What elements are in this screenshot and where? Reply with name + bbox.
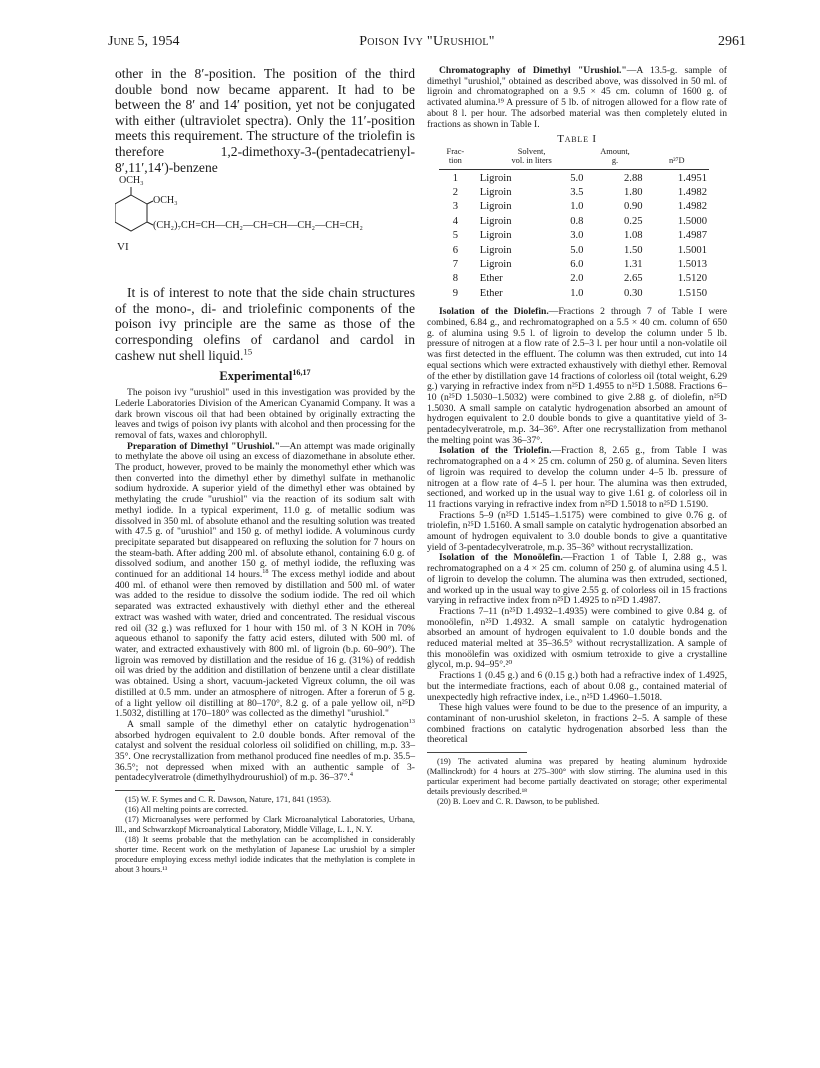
solvent-cell: Ligroin (479, 215, 512, 227)
table-row (439, 229, 709, 243)
table-header-row (439, 147, 709, 169)
monoolefin-paragraph-2: Fractions 7–11 (n²⁵D 1.4932–1.4935) were combined to give 0.84 g. of monoölefin, n²⁵D 1.4932. A small sample on catalytic hydrogenation absorbed an amount of hydrogen equivalent to 1.0 double bonds and the reduced material melted at 35–36.5° without recrystallization. A sample of this monoölefin was oxidized with osmium tetroxide to give a crystalline glycol, m.p. 94–95°.²⁰ (427, 605, 727, 671)
header-amount: Amount, g. (600, 147, 630, 166)
diolefin-title: Isolation of the Diolefin. (439, 306, 549, 318)
solvent-cell: Ether (479, 273, 503, 285)
fraction-cell: 3 (452, 201, 459, 213)
fraction-cell: 7 (452, 259, 459, 271)
footnote-15: (15) W. F. Symes and C. R. Dawson, Nature, 171, 841 (1953). (125, 795, 332, 805)
triolefin-paragraph: Isolation of the Triolefin.—Fraction 8, 2.65 g., from Table I was rechromatographed on a 4 × 25 cm. column of 250 g. of alumina. Seven liters of ligroin was required to develop the column under 4–5 lb. pressure of nitrogen at a flow rate of 4–5 l. per hour. The alumina was then extruded, sectioned, and worked up in the usual way to give 1.61 g. of colorless oil in 11 fractions varying in refractive index from n²⁵D 1.5018 to n²⁵D 1.5190. (427, 445, 727, 510)
monoolefin-paragraph-3: Fractions 1 (0.45 g.) and 6 (0.15 g.) both had a refractive index of 1.4925, but the intermediate fractions, each of about 0.08 g., contained material of unexpectedly high refractive index, i.e., n²⁵D 1.4960–1.5018. (427, 670, 727, 703)
refractive-index-cell: 1.5150 (677, 287, 707, 299)
table-row (439, 258, 709, 272)
volume-cell: 0.8 (570, 215, 584, 227)
right-footnotes (427, 757, 727, 807)
cardanol-paragraph: It is of interest to note that the side chain structures of the mono-, di- and triolefinic components of the poison ivy principle are the same as those of the corresponding olefins of cardanol and cardol in cashew nut shell liquid.$^{15}$ (115, 285, 415, 363)
refractive-index-cell: 1.4951 (645, 169, 709, 186)
page-header (108, 34, 746, 54)
amount-cell: 0.25 (624, 215, 643, 227)
footnote-19: (19) The activated alumina was prepared by heating aluminum hydroxide (Mallinckrodt) for 4 hours at 275–300° with slow stirring. The alumina used in this particular experiment had become partially deactivated on storage; other experimental details previously described.¹⁸ (427, 757, 727, 797)
fraction-cell: 1 (439, 169, 472, 186)
refractive-index-cell: 1.5013 (677, 259, 707, 271)
hydrogenation-paragraph: A small sample of the dimethyl ether on catalytic hydrogenation$^{13}$ absorbed hydrogen equivalent to 2.0 double bonds. After removal of the catalyst and solvent the residual colorless oil solidified on chilling, m.p. 33–35°. One recrystallization from methanol produced fine needles of m.p. 35.5–36.5°; not depressed when mixed with an authentic sample of 3-pentadecylveratrole (dimethylhydrourushiol) of m.p. 36–37°.$^4$ (115, 717, 415, 784)
volume-cell: 2.0 (570, 273, 584, 285)
monoolefin-paragraph: Isolation of the Monoölefin.—Fraction 1 of Table I, 2.88 g., was rechromatographed on a 4 × 25 cm. column of 250 g. of alumina using 4.5 l. of ligroin to develop the column. The alumina was then extruded, sectioned, and worked up in the usual way to give 2.55 g. of colorless oil in 15 fractions varying in refractive index from n²⁵D 1.4925 to n²⁵D 1.4987. (427, 552, 727, 607)
fraction-cell: 9 (452, 287, 459, 299)
methoxy-mid: OCH₃ (153, 195, 178, 207)
solvent-cell: Ligroin (479, 259, 512, 271)
amount-cell: 1.08 (624, 230, 643, 242)
footnote-17: (17) Microanalyses were performed by Clark Microanalytical Laboratories, Urbana, Ill., and Schwarzkopf Microanalytical Laboratory, Middle Village, L. I., N. Y. (115, 815, 415, 835)
diolefin-paragraph: Isolation of the Diolefin.—Fractions 2 through 7 of Table I were combined, 6.84 g., and rechromatographed on a 5.5 × 40 cm. column of 650 g. of alumina using 9.5 l. of ligroin to develop the column under 5 lb. pressure of nitrogen at a flow rate of 2.5–3 l. per hour until a non-volatile oil was first detected in the effluent. The column was then extruded, cut into 14 equal sections which were extracted exhaustively with diethyl ether. Removal of the ether by distillation gave 14 fractions of colorless oil (total weight, 6.29 g.) varying in refractive index from n²⁵D 1.4955 to n²⁵D 1.5088. Fractions 6–10 (n²⁵D 1.5030–1.5032) were combined to give 2.88 g. of diolefin, n²⁵D 1.5030. A small sample on catalytic hydrogenation absorbed an amount of hydrogen equivalent to 2.0 double bonds to give a quantitative yield of 3-pentadecylveratrole, m.p. 34–36°. After one recrystallization from methanol the melting point was 36–37°. (427, 306, 727, 446)
table-row (439, 169, 709, 186)
volume-cell: 5.0 (553, 169, 585, 186)
header-solvent: Solvent, vol. in liters (511, 147, 552, 166)
fraction-cell: 8 (452, 273, 459, 285)
amount-cell: 1.50 (624, 244, 643, 256)
right-column (427, 66, 727, 807)
header-fraction: Frac- tion (446, 147, 465, 166)
refractive-index-cell: 1.5000 (677, 215, 707, 227)
left-column (115, 66, 415, 875)
fraction-cell: 2 (452, 187, 459, 199)
amount-cell: 2.65 (624, 273, 643, 285)
triolefin-title: Isolation of the Triolefin. (439, 445, 552, 457)
volume-cell: 3.0 (570, 230, 584, 242)
table-body (439, 169, 709, 301)
header-date: June 5, 1954 (108, 34, 180, 49)
experimental-heading: Experimental$^{16,17}$ (219, 367, 311, 384)
solvent-cell: Ligroin (479, 187, 512, 199)
methoxy-top: OCH₃ (119, 175, 144, 187)
footnote-16: (16) All melting points are corrected. (125, 805, 249, 815)
page-number: 2961 (718, 34, 746, 49)
header-refractive-index: n²⁷D (668, 156, 685, 166)
footnote-rule-right (427, 752, 527, 753)
fraction-cell: 4 (452, 215, 459, 227)
solvent-cell: Ether (479, 287, 503, 299)
preparation-paragraph: Preparation of Dimethyl "Urushiol."—An attempt was made originally to methylate the above oil using an excess of diazomethane in absolute ether. The product, however, proved to be mainly the monomethyl ether which was then converted into the dimethyl ether by dimethyl sulfate in methanolic sodium hydroxide. A superior yield of the dimethyl ether was obtained by methylating the crude "urushiol" via the reaction of its sodium salt with methyl iodide. In a typical experiment, 11.0 g. of metallic sodium was dissolved in 350 ml. of absolute ethanol and the resulting solution was treated with 47.5 g. of "urushiol" and 150 g. of methyl iodide. A voluminous curdy precipitate separated but disappeared on refluxing the solution for 7 hours on the steam-bath. After adding 200 ml. of absolute ethanol, containing 6.0 g. of dissolved sodium, and another 150 g. of methyl iodide, the refluxing was continued for an additional 14 hours.$^{18}$ The excess methyl iodide and about 400 ml. of ethanol were then removed by distillation and 500 ml. of water was added to the residue to dissolve the sodium iodide. The red oil which separated was extracted exhaustively with diethyl ether and the ethereal extract was washed with water, dried and concentrated. The residual viscous red oil (32 g.) was refluxed for 1 hour with 150 ml. of 3 N KOH in 70% aqueous ethanol to saponify the fatty acid esters, diluted with 500 ml. of water, and extracted exhaustively with 800 ml. of ligroin (b.p. 60–90°). The ligroin was removed by distillation and the residue of 16 g. (31%) of reddish oil was dried by the addition and distillation of benzene until a clear distillate was obtained. Using a short, vacuum-jacketed Vigreux column, the oil was distilled at 0.5 mm. under an atmosphere of nitrogen. After a forerun of 5 g. of a light yellow oil distilling at 80–170°, 8.2 g. of a pale yellow oil, n²⁵D 1.5032, distilling at 170–180° was collected as the dimethyl "urushiol." (115, 440, 415, 720)
fraction-cell: 5 (452, 230, 459, 242)
preparation-title: Preparation of Dimethyl "Urushiol." (127, 440, 280, 452)
fraction-table (439, 147, 709, 301)
side-chain: (CH₂)₇CH=CH—CH₂—CH=CH—CH₂—CH=CH₂ (153, 220, 363, 232)
structure-label: VI (117, 241, 129, 254)
fraction-cell: 6 (452, 244, 459, 256)
amount-cell: 1.31 (624, 259, 643, 271)
experimental-intro: The poison ivy "urushiol" used in this investigation was provided by the Lederle Laboratories Division of the American Cyanamid Company. It was a dark brown viscous oil that had been obtained by originally extracting the leaves and twigs of poison ivy plants with alcohol and then processing for the removal of fats, waxes and chlorophyll. (115, 387, 415, 441)
table-row (439, 215, 709, 229)
chromatography-title: Chromatography of Dimethyl "Urushiol." (439, 65, 627, 76)
left-footnotes (115, 795, 415, 875)
volume-cell: 6.0 (570, 259, 584, 271)
table-row (439, 186, 709, 200)
table-row (439, 244, 709, 258)
table-row (439, 287, 709, 301)
amount-cell: 0.90 (624, 201, 643, 213)
monoolefin-title: Isolation of the Monoölefin. (439, 552, 563, 564)
solvent-cell: Ligroin (479, 230, 512, 242)
solvent-cell: Ligroin (479, 201, 512, 213)
solvent-cell: Ligroin (472, 169, 553, 186)
refractive-index-cell: 1.5001 (677, 244, 707, 256)
refractive-index-cell: 1.4982 (677, 201, 707, 213)
structure-vi (115, 177, 415, 285)
footnote-rule (115, 790, 215, 791)
monoolefin-paragraph-4: These high values were found to be due to the presence of an impurity, a contaminant of non-urushiol skeleton, in fractions 2–5. A sample of these combined fractions on catalytic hydrogenation absorbed less than the theoretical (427, 702, 727, 746)
triolefin-paragraph-2: Fractions 5–9 (n²⁵D 1.5145–1.5175) were combined to give 0.76 g. of triolefin, n²⁵D 1.5160. A small sample on catalytic hydrogenation absorbed an amount of hydrogen equivalent to 3.0 double bonds to give a quantitative yield of 3-pentadecylveratrole, m.p. 35–36° without recrystallization. (427, 509, 727, 553)
volume-cell: 1.0 (570, 201, 584, 213)
refractive-index-cell: 1.4987 (677, 230, 707, 242)
amount-cell: 1.80 (624, 187, 643, 199)
refractive-index-cell: 1.5120 (677, 273, 707, 285)
solvent-cell: Ligroin (479, 244, 512, 256)
chromatography-paragraph: Chromatography of Dimethyl "Urushiol."—A 13.5-g. sample of dimethyl "urushiol," obtained as described above, was dissolved in 50 ml. of ligroin and chromatographed on a 9.5 × 45 cm. column of 1600 g. of activated alumina.¹⁹ A pressure of 5 lb. of nitrogen allowed for a flow rate of about 8 l. per hour. The adsorbed material was then completely eluted in fractions as shown in Table I. (427, 65, 727, 130)
volume-cell: 1.0 (570, 287, 584, 299)
amount-cell: 2.88 (585, 169, 644, 186)
table-row (439, 272, 709, 286)
table-row (439, 200, 709, 214)
table-title: Table I (557, 133, 597, 146)
amount-cell: 0.30 (624, 287, 643, 299)
volume-cell: 3.5 (570, 187, 584, 199)
running-title: Poison Ivy "Urushiol" (359, 34, 495, 49)
volume-cell: 5.0 (570, 244, 584, 256)
refractive-index-cell: 1.4982 (677, 187, 707, 199)
intro-paragraph: other in the 8′-position. The position of the third double bond now became apparent. It had to be between the 8′ and 14′ position, yet not be conjugated with either (ultraviolet spectra). Only the 11′-position meets this requirement. The structure of the triolefin is therefore 1,2-dimethoxy-3-(pentadecatrienyl-8′,11′,14′)-benzene (115, 66, 415, 175)
footnote-20: (20) B. Loev and C. R. Dawson, to be published. (437, 797, 600, 807)
footnote-18: (18) It seems probable that the methylation can be accomplished in considerably shorter time. Recent work on the methylation of Japanese Lac urushiol by a simpler procedure employing excess methyl iodide indicates that the methylation is complete in about 3 hours.¹³ (115, 835, 415, 875)
